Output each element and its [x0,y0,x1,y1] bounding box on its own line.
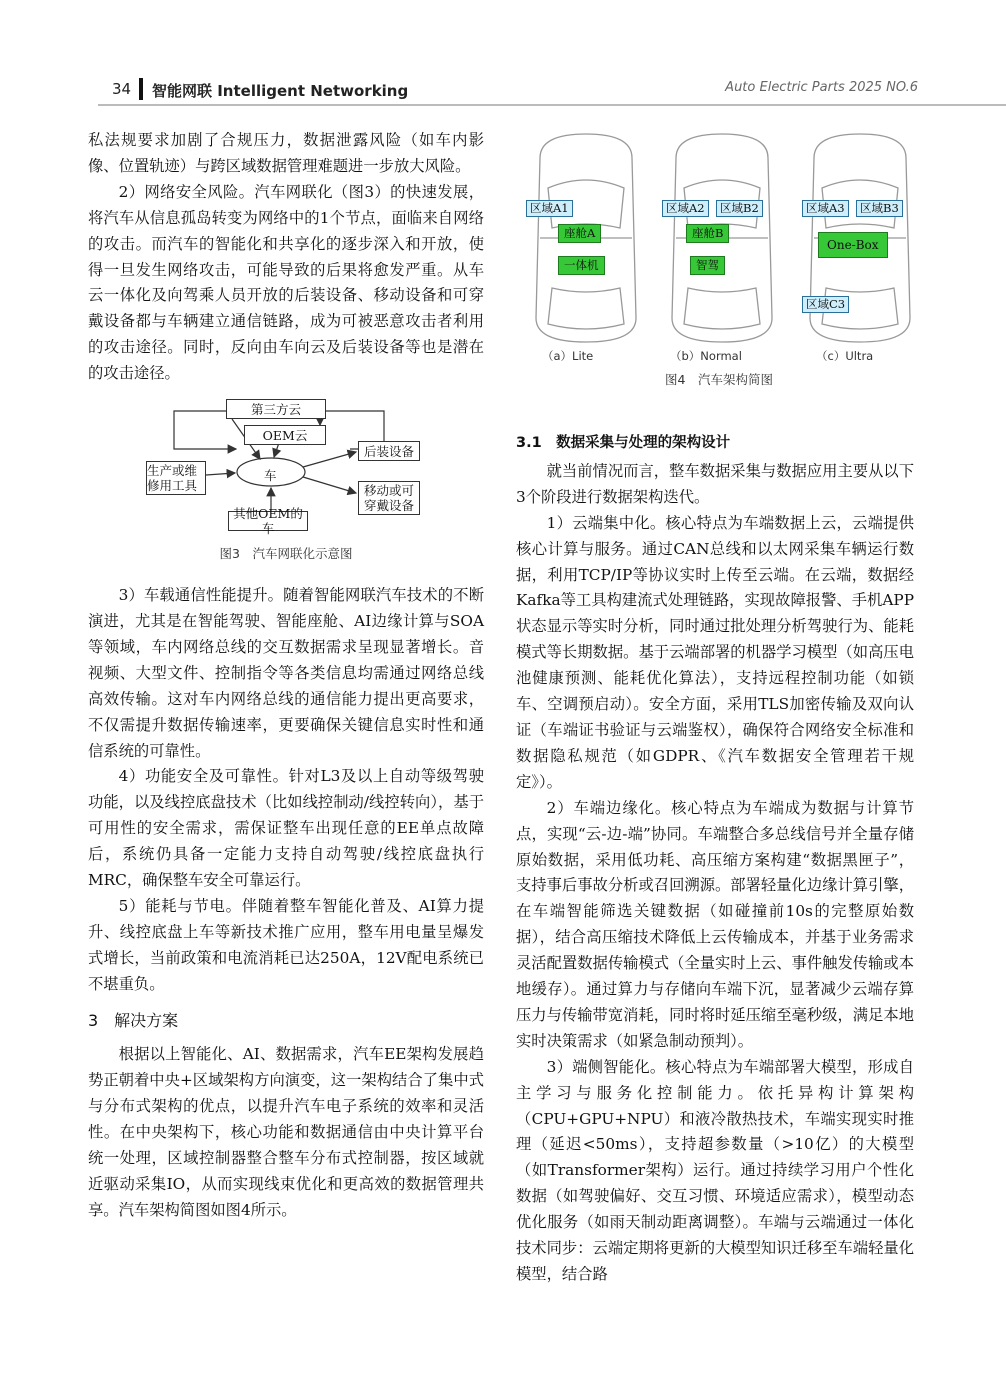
left-column [88,128,484,1224]
node-oem-cloud: OEM云 [244,425,326,445]
node-car: 车 [264,468,277,484]
paragraph: 2）车端边缘化。核心特点为车端成为数据与计算节点，实现“云-边-端”协同。车端整合多总线信号并全量存储原始数据，采用低功耗、高压缩方案构建“数据黑匣子”，支持事后事故分析或召回溯源。部署轻量化边缘计算引擎，在车端智能筛选关键数据（如碰撞前10s的完整原始数据），结合高压缩技术降低上云传输成本，并基于业务需求灵活配置数据传输模式（全量实时上云、事件触发传输或本地缓存）。通过算力与存储向车端下沉，显著减少云端存算压力与传输带宽消耗，同时将时延压缩至毫秒级，满足本地实时决策需求（如紧急制动预判）。 [516,798,914,1050]
paragraph: 3）端侧智能化。核心特点为车端部署大模型，形成自主学习与服务化控制能力。依托异构计算架构（CPU+GPU+NPU）和液冷散热技术，车端实现实时推理（延迟<50ms），支持超参数量（>10亿）的大模型（如Transformer架构）运行。通过持续学习用户个性化数据（如驾驶偏好、交互习惯、环境适应需求），模型动态优化服务（如雨天制动距离调整）。车端与云端通过一体化技术同步：云端定期将更新的大模型知识迁移至车端轻量化模型，结合路 [516,1057,914,1283]
label-lite: （a）Lite [542,349,594,363]
subsection-3-1-heading: 3.1 数据采集与处理的架构设计 [516,435,731,451]
label-ultra: （c）Ultra [816,349,874,363]
paragraph: 私法规要求加剧了合规压力，数据泄露风险（如车内影像、位置轨迹）与跨区域数据管理难题进一步放大风险。 [88,131,484,175]
integrated-unit: 一体机 [558,256,605,275]
paragraph: 5）能耗与节电。伴随着整车智能化普及、AI算力提升、线控底盘上车等新技术推广应用，整车用电量呈爆发式增长，当前政策和电流消耗已达250A，12V配电系统已不堪重负。 [88,896,484,993]
zone-b3: 区域B3 [856,200,903,217]
header-rule [98,104,1006,106]
paragraph: 3）车载通信性能提升。随着智能网联汽车技术的不断演进，尤其是在智能驾驶、智能座舱、AI边缘计算与SOA等领域，车内网络总线的交互数据需求呈现显著增长。音视频、大型文件、控制指令等各类信息均需通过网络总线高效传输。这对车内网络总线的通信能力提出更高要求，不仅需提升数据传输速率，更要确保关键信息实时性和通信系统的可靠性。 [88,586,484,760]
node-aftermarket: 后装设备 [358,441,420,461]
paragraph: 4）功能安全及可靠性。针对L3及以上自动等级驾驶功能，以及线控底盘技术（比如线控制动/线控转向），基于可用性的安全需求，需保证整车出现任意的EE单点故障后，系统仍具备一定能力支持自动驾驶/线控底盘执行MRC，确保整车安全可靠运行。 [88,767,484,890]
journal-name: Auto Electric Parts 2025 NO.6 [725,80,918,95]
node-mobile-wearable: 移动或可穿戴设备 [358,481,420,515]
section-title: 智能网联 Intelligent Networking [152,82,409,100]
node-production-tool: 生产或维修用工具 [146,461,206,495]
paragraph: 2）网络安全风险。汽车网联化（图3）的快速发展，将汽车从信息孤岛转变为网络中的1个节点，面临来自网络的攻击。而汽车的智能化和共享化的逐步深入和开放，使得一旦发生网络攻击，可能导致的后果将愈发严重。从车云一体化及向驾乘人员开放的后装设备、移动设备和可穿戴设备都与车辆建立通信链路，成为可被恶意攻击者利用的攻击途径。同时，反向由车向云及后装设备等也是潜在的攻击途径。 [88,182,484,383]
one-box-unit: One-Box [818,232,888,258]
right-column [516,431,914,1288]
zone-b2: 区域B2 [716,200,763,217]
figure-4 [520,128,918,390]
adas-unit: 智驾 [690,256,725,275]
zone-a2: 区域A2 [662,200,709,217]
node-third-party-cloud: 第三方云 [226,399,326,419]
figure-4-caption: 图4 汽车架构简图 [665,372,773,387]
zone-c3: 区域C3 [802,296,849,313]
zone-a1: 区域A1 [526,200,573,217]
paragraph: 根据以上智能化、AI、数据需求，汽车EE架构发展趋势正朝着中央+区域架构方向演变，这一架构结合了集中式与分布式架构的优点，以提升汽车电子系统的效率和灵活性。在中央架构下，核心功能和数据通信由中央计算平台统一处理，区域控制器整合整车分布式控制器，按区域就近驱动采集IO，从而实现线束优化和更高效的数据管理共享。汽车架构简图如图4所示。 [88,1045,484,1219]
zone-a3: 区域A3 [802,200,849,217]
label-normal: （b）Normal [670,349,742,363]
section-3-heading: 3 解决方案 [88,1010,179,1030]
figure-3 [88,397,484,583]
page-number: 34 [112,80,132,98]
cockpit-b: 座舱B [686,224,729,243]
node-other-oem-car: 其他OEM的车 [228,511,308,531]
figure-3-caption: 图3 汽车网联化示意图 [219,546,353,562]
paragraph: 就当前情况而言，整车数据采集与数据应用主要从以下3个阶段进行数据架构迭代。 [516,461,914,506]
header-divider-bar [139,78,143,100]
paragraph: 1）云端集中化。核心特点为车端数据上云，云端提供核心计算与服务。通过CAN总线和以太网采集车辆运行数据，利用TCP/IP等协议实时上传至云端。在云端，数据经Kafka等工具构建流式处理链路，实现故障报警、手机APP状态显示等实时分析，同时通过批处理分析驾驶行为、能耗模式等长期数据。基于云端部署的机器学习模型（如高压电池健康预测、能耗优化算法），支持远程控制功能（如锁车、空调预启动）。安全方面，采用TLS加密传输及双向认证（车端证书验证与云端鉴权），确保符合网络安全标准和数据隐私规范（如GDPR、《汽车数据安全管理若干规定》）。 [516,513,914,791]
cockpit-a: 座舱A [558,224,601,243]
